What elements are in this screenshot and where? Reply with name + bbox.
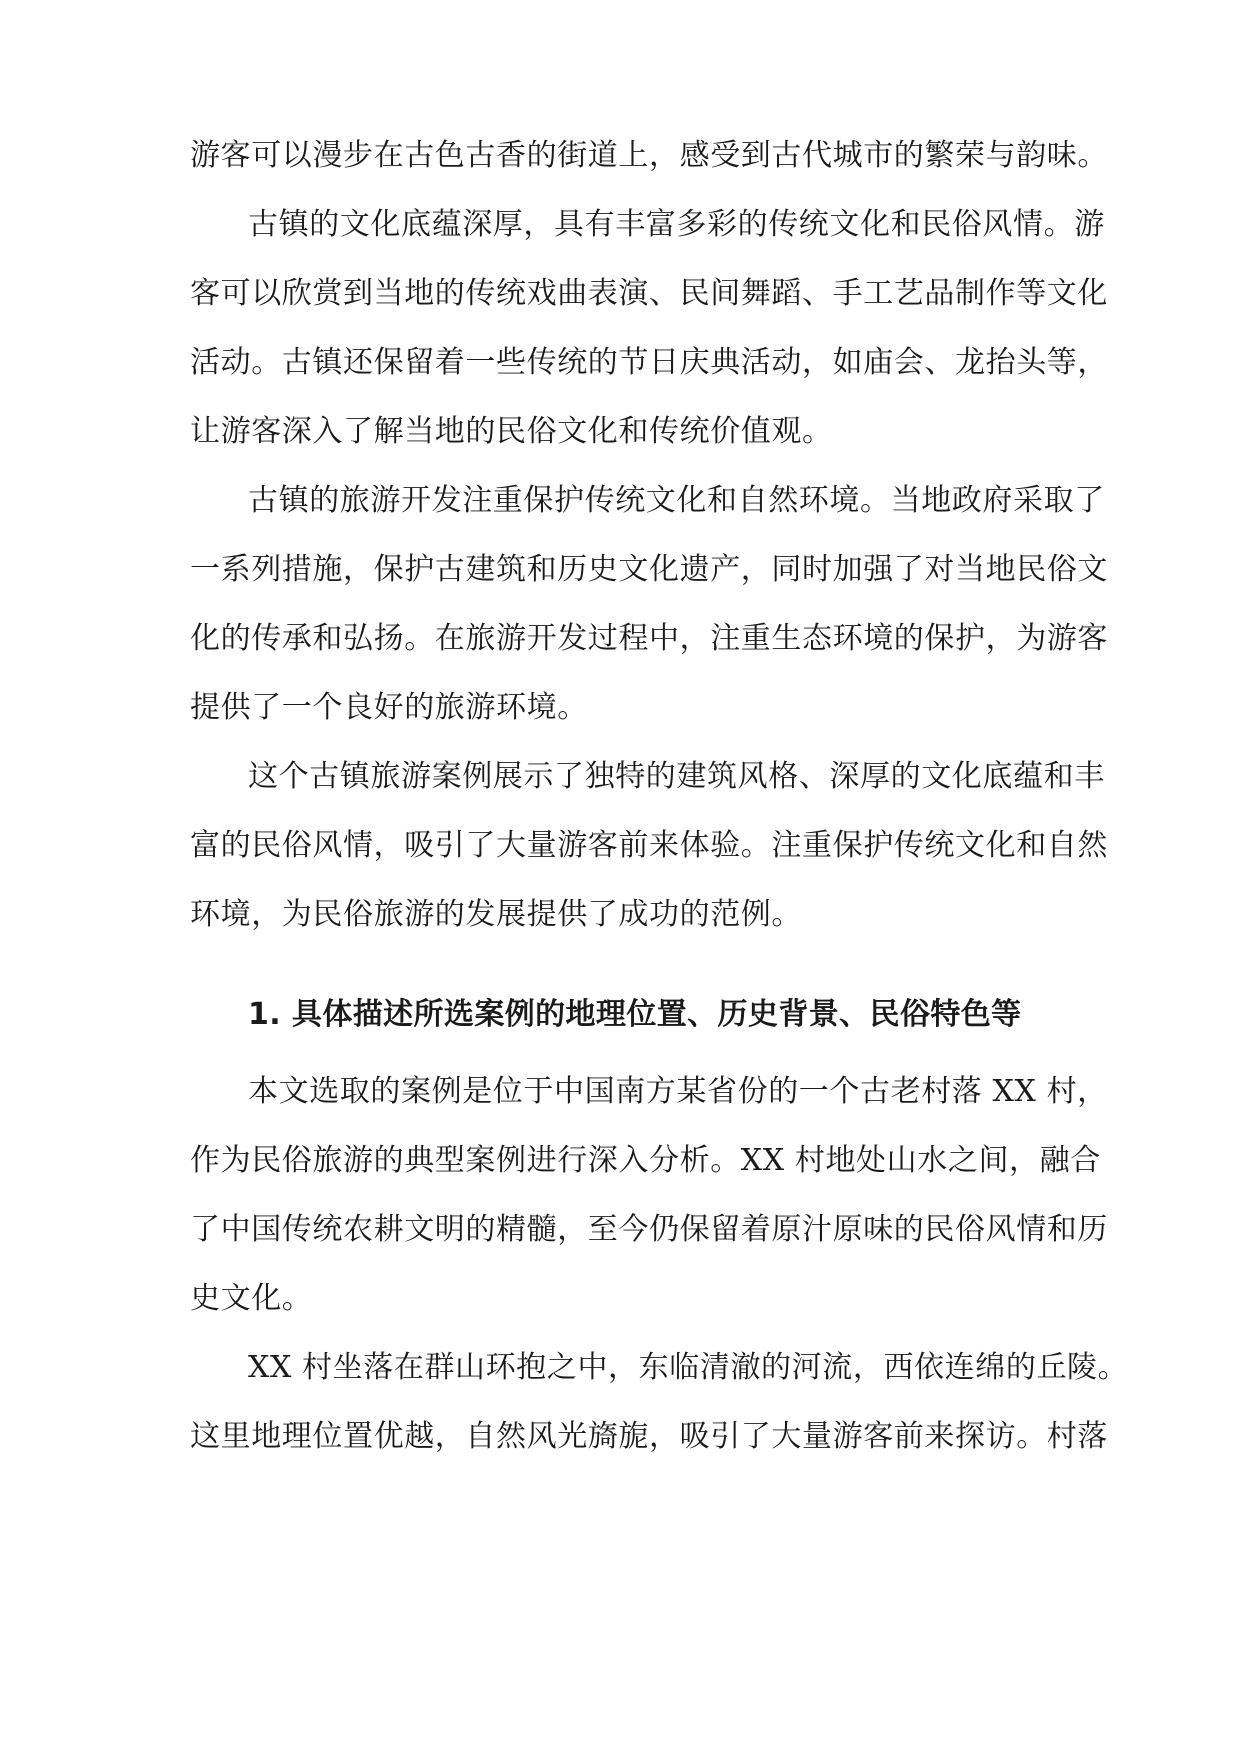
paragraph-2-line-4: 让游客深入了解当地的民俗文化和传统价值观。 [190, 414, 833, 449]
paragraph-4-line-3: 环境，为民俗旅游的发展提供了成功的范例。 [190, 897, 802, 932]
paragraph-4-line-1: 这个古镇旅游案例展示了独特的建筑风格、深厚的文化底蕴和丰 [248, 759, 1105, 794]
paragraph-3-line-2: 一系列措施，保护古建筑和历史文化遗产，同时加强了对当地民俗文 [190, 552, 1108, 587]
section-paragraph-1-line-4: 史文化。 [190, 1281, 313, 1316]
paragraph-2-line-3: 活动。古镇还保留着一些传统的节日庆典活动，如庙会、龙抬头等， [190, 345, 1108, 380]
section-paragraph-1-line-3: 了中国传统农耕文明的精髓，至今仍保留着原汁原味的民俗风情和历 [190, 1212, 1108, 1247]
section-paragraph-2-line-2: 这里地理位置优越，自然风光旖旎，吸引了大量游客前来探访。村落 [190, 1419, 1108, 1454]
section-paragraph-1-line-2: 作为民俗旅游的典型案例进行深入分析。XX 村地处山水之间，融合 [190, 1143, 1101, 1178]
paragraph-4-line-2: 富的民俗风情，吸引了大量游客前来体验。注重保护传统文化和自然 [190, 828, 1108, 863]
paragraph-3-line-4: 提供了一个良好的旅游环境。 [190, 690, 588, 725]
paragraph-2-line-1: 古镇的文化底蕴深厚，具有丰富多彩的传统文化和民俗风情。游 [248, 207, 1105, 242]
paragraph-3-line-1: 古镇的旅游开发注重保护传统文化和自然环境。当地政府采取了 [248, 483, 1105, 518]
paragraph-2-line-2: 客可以欣赏到当地的传统戏曲表演、民间舞蹈、手工艺品制作等文化 [190, 276, 1108, 311]
section-paragraph-2-line-1: XX 村坐落在群山环抱之中，东临清澈的河流，西依连绵的丘陵。 [248, 1350, 1129, 1385]
section-paragraph-1-line-1: 本文选取的案例是位于中国南方某省份的一个古老村落 XX 村， [248, 1074, 1108, 1109]
section-heading: 1. 具体描述所选案例的地理位置、历史背景、民俗特色等 [248, 997, 1022, 1032]
paragraph-1-line-1: 游客可以漫步在古色古香的街道上，感受到古代城市的繁荣与韵味。 [190, 138, 1108, 173]
paragraph-3-line-3: 化的传承和弘扬。在旅游开发过程中，注重生态环境的保护，为游客 [190, 621, 1108, 656]
